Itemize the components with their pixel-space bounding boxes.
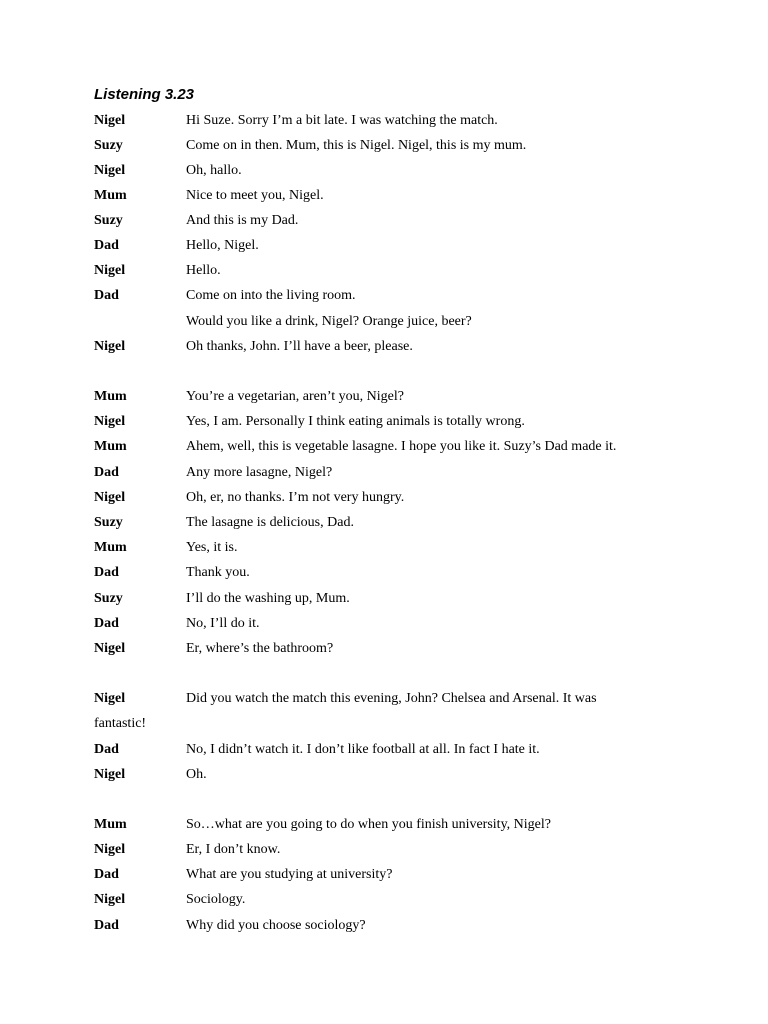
speaker-name: Suzy — [94, 515, 123, 530]
speaker-name: Nigel — [94, 113, 126, 128]
speaker-name: Dad — [94, 565, 119, 580]
dialogue-text: The lasagne is delicious, Dad. — [186, 515, 354, 530]
dialogue-text: Oh, hallo. — [186, 163, 242, 178]
dialogue-text: Hi Suze. Sorry I’m a bit late. I was watching the match. — [186, 113, 498, 128]
dialogue-text: No, I didn’t watch it. I don’t like football at all. In fact I hate it. — [186, 742, 540, 757]
dialogue-text: Er, I don’t know. — [186, 842, 281, 857]
speaker-name: Dad — [94, 465, 119, 480]
dialogue-text: Would you like a drink, Nigel? Orange juice, beer? — [186, 314, 472, 329]
dialogue-text: Yes, I am. Personally I think eating animals is totally wrong. — [186, 414, 525, 429]
speaker-name: Nigel — [94, 892, 126, 907]
dialogue-text: Hello. — [186, 263, 221, 278]
dialogue-text: What are you studying at university? — [186, 867, 393, 882]
speaker-name: Nigel — [94, 339, 126, 354]
speaker-name: Suzy — [94, 213, 123, 228]
dialogue-text: Thank you. — [186, 565, 250, 580]
speaker-name: Nigel — [94, 263, 126, 278]
dialogue-text: Did you watch the match this evening, John? Chelsea and Arsenal. It was — [186, 691, 597, 706]
dialogue-text: No, I’ll do it. — [186, 616, 260, 631]
speaker-name: Mum — [94, 439, 127, 454]
dialogue-text: Come on into the living room. — [186, 288, 356, 303]
speaker-name: Nigel — [94, 691, 126, 706]
speaker-name: Nigel — [94, 641, 126, 656]
dialogue-text: I’ll do the washing up, Mum. — [186, 591, 350, 606]
dialogue-text: Oh thanks, John. I’ll have a beer, please. — [186, 339, 413, 354]
dialogue-text: Yes, it is. — [186, 540, 238, 555]
dialogue-text: You’re a vegetarian, aren’t you, Nigel? — [186, 389, 404, 404]
dialogue-text: Er, where’s the bathroom? — [186, 641, 334, 656]
speaker-name: Nigel — [94, 414, 126, 429]
dialogue-text: Sociology. — [186, 892, 246, 907]
speaker-name: Mum — [94, 817, 127, 832]
page-title: Listening 3.23 — [94, 86, 195, 103]
dialogue-text: Ahem, well, this is vegetable lasagne. I hope you like it. Suzy’s Dad made it. — [186, 439, 617, 454]
speaker-name: Dad — [94, 867, 119, 882]
dialogue-text: Oh, er, no thanks. I’m not very hungry. — [186, 490, 405, 505]
dialogue-text: Why did you choose sociology? — [186, 918, 366, 933]
speaker-name: Nigel — [94, 767, 126, 782]
speaker-name: Dad — [94, 238, 119, 253]
speaker-name: Suzy — [94, 138, 123, 153]
speaker-name: Nigel — [94, 490, 126, 505]
speaker-name: Dad — [94, 616, 119, 631]
speaker-name: Dad — [94, 288, 119, 303]
dialogue-text: Any more lasagne, Nigel? — [186, 465, 333, 480]
speaker-name: Dad — [94, 742, 119, 757]
dialogue-text: And this is my Dad. — [186, 213, 299, 228]
speaker-name: Mum — [94, 389, 127, 404]
dialogue-text: Hello, Nigel. — [186, 238, 259, 253]
dialogue-text: So…what are you going to do when you finish university, Nigel? — [186, 817, 551, 832]
speaker-name: Dad — [94, 918, 119, 933]
speaker-name: Mum — [94, 540, 127, 555]
dialogue-text: Come on in then. Mum, this is Nigel. Nigel, this is my mum. — [186, 138, 527, 153]
speaker-name: Nigel — [94, 163, 126, 178]
dialogue-text: Oh. — [186, 767, 207, 782]
speaker-name: Suzy — [94, 591, 123, 606]
dialogue-text: Nice to meet you, Nigel. — [186, 188, 324, 203]
dialogue-text-continuation: fantastic! — [94, 716, 147, 731]
speaker-name: Nigel — [94, 842, 126, 857]
speaker-name: Mum — [94, 188, 127, 203]
